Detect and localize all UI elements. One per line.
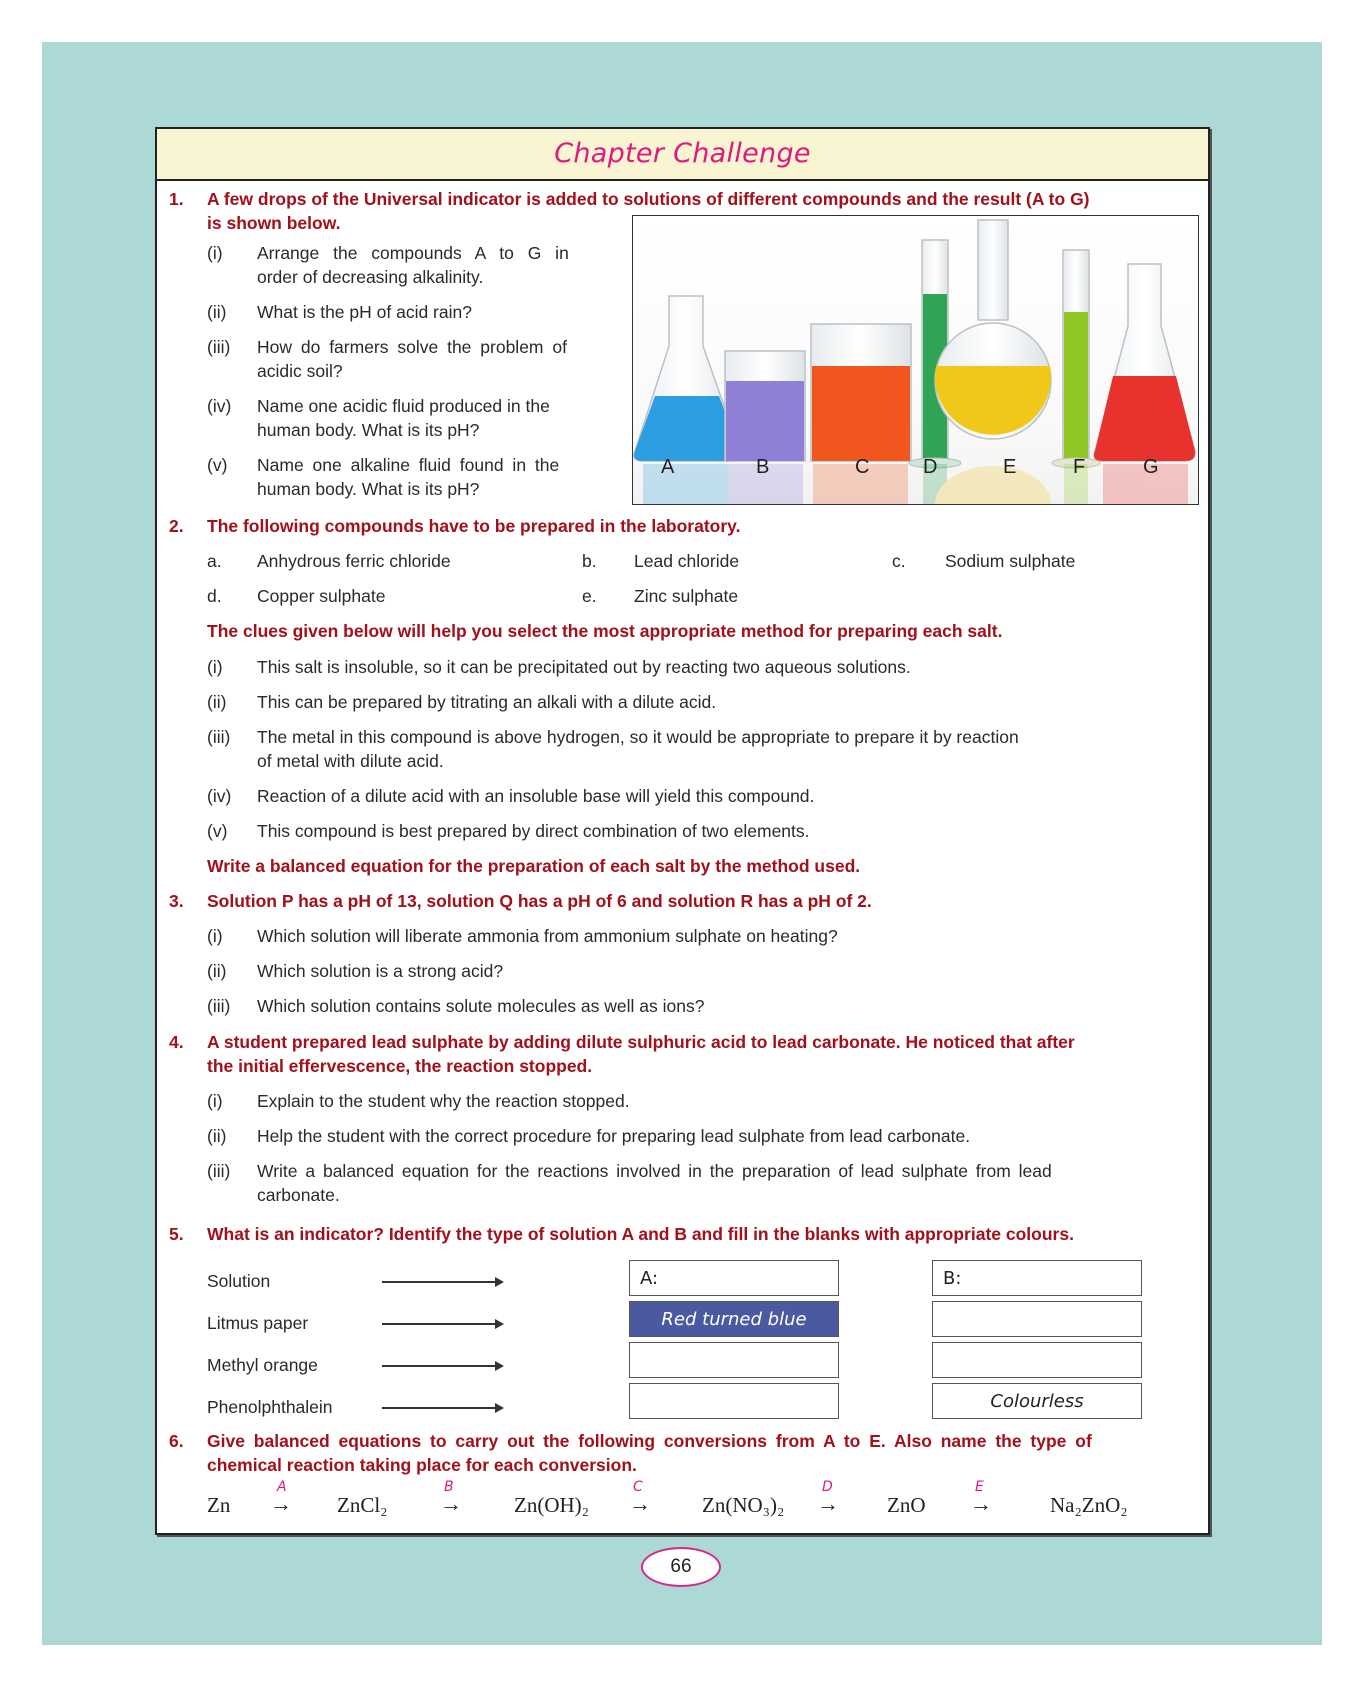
clue-line: The metal in this compound is above hydrogen, so it would be appropriate to prepare it by reaction [257,727,1019,747]
sub-label: (iii) [207,337,231,357]
glassware-figure [632,215,1199,505]
flask-e [935,220,1051,439]
species-zn-no3-2: Zn(NO₃)₂ [702,1493,785,1517]
clue-label: (ii) [207,692,227,712]
question-text [207,1030,1196,1078]
reflections [643,464,1188,504]
cell-b-litmus[interactable] [932,1301,1142,1337]
compound-name: Lead chloride [634,551,740,571]
subquestion [157,241,587,289]
row-label-phenolphthalein: Phenolphthalein [207,1397,333,1417]
sub-text: Which solution will liberate ammonia from ammonium sulphate on heating? [257,926,838,946]
sub-line: acidic soil? [257,361,343,381]
clue-intro: The clues given below will help you select the most appropriate method for preparing each salt. [207,621,1003,641]
question-number: 3. [169,891,184,911]
question-2-closing: Write a balanced equation for the preparation of each salt by the method used. [207,856,861,876]
arrow-icon [382,1323,502,1325]
sub-text [257,1159,1196,1207]
compound-label: c. [892,551,906,571]
q4-subquestions [157,1089,1208,1209]
sub-text: What is the pH of acid rain? [257,302,472,322]
cell-a-phenolphthalein[interactable] [629,1383,839,1419]
sub-line: Name one acidic fluid produced in the [257,396,550,416]
question-number: 2. [169,516,184,536]
row-label-solution: Solution [207,1271,271,1291]
clue-label: (iv) [207,786,232,806]
cell-b-solution[interactable]: B: [932,1260,1142,1296]
q3-subquestions [157,924,1208,1034]
species-na2zno2: Na₂ZnO₂ [1050,1493,1128,1517]
clue-label: (i) [207,657,223,677]
chapter-challenge-box [155,127,1210,1535]
sub-line: order of decreasing alkalinity. [257,267,484,287]
liquid-b [726,381,804,461]
sub-label: (iii) [207,1161,231,1181]
question-number: 4. [169,1032,184,1052]
question-text: Solution P has a pH of 13, solution Q has a pH of 6 and solution R has a pH of 2. [207,891,872,911]
clue-list [157,655,1208,855]
sub-line: Write a balanced equation for the reactions involved in the preparation of lead sulphate from lead [257,1161,1052,1181]
arrow-icon [382,1365,502,1367]
question-text-line: the initial effervescence, the reaction stopped. [207,1056,593,1076]
clue-label: (v) [207,821,228,841]
figure-label-g: G [1143,456,1159,478]
clue-text: This salt is insoluble, so it can be precipitated out by reacting two aqueous solutions. [257,657,911,677]
sub-text [257,335,587,383]
figure-label-a: A [661,456,675,478]
sub-text: Explain to the student why the reaction stopped. [257,1091,630,1111]
sub-text [257,453,587,501]
sub-label: (i) [207,1091,223,1111]
figure-label-e: E [1003,456,1017,478]
step-label-d: D [822,1479,833,1495]
arrow-icon: → [440,1491,462,1516]
figure-label-b: B [756,456,770,478]
arrow-icon: → [629,1491,651,1516]
sub-line: Name one alkaline fluid found in the [257,455,560,475]
sub-line: Arrange the compounds A to G in [257,243,569,263]
figure-label-d: D [923,456,938,478]
question-text: The following compounds have to be prepared in the laboratory. [207,516,741,536]
sub-text [257,241,587,289]
sub-text [257,394,587,442]
sub-label: (iii) [207,996,231,1016]
step-label-c: C [633,1479,643,1495]
page-number: 66 [641,1547,721,1587]
sub-label: (iv) [207,396,232,416]
compound-name: Copper sulphate [257,586,386,606]
beaker-c [811,324,911,461]
question-text-line: is shown below. [207,213,341,233]
cell-a-methyl-orange[interactable] [629,1342,839,1378]
arrow-icon: → [270,1491,292,1516]
question-text [207,1429,1196,1477]
flask-g [1094,264,1195,461]
compound-name: Sodium sulphate [945,551,1076,571]
arrow-icon [382,1407,502,1409]
clue-line: of metal with dilute acid. [257,751,444,771]
arrow-icon [382,1281,502,1283]
compound-label: d. [207,586,222,606]
liquid-e [935,366,1051,435]
sub-label: (ii) [207,961,227,981]
row-label-methyl-orange: Methyl orange [207,1355,318,1375]
figure-label-f: F [1073,456,1086,478]
question-text-line: A few drops of the Universal indicator is added to solutions of different compounds and the result (A to G) [207,189,1090,209]
flask-a [634,296,740,461]
species-zncl2: ZnCl₂ [337,1493,388,1517]
compound-name: Zinc sulphate [634,586,739,606]
sub-label: (v) [207,455,228,475]
clue-text: This compound is best prepared by direct combination of two elements. [257,821,810,841]
liquid-f [1064,312,1088,461]
species-zn: Zn [207,1493,231,1517]
conversion-chain [157,1479,1208,1529]
sub-label: (ii) [207,1126,227,1146]
compound-name: Anhydrous ferric chloride [257,551,451,571]
sub-text: Which solution contains solute molecules as well as ions? [257,996,705,1016]
cell-a-solution[interactable]: A: [629,1260,839,1296]
sub-text: Which solution is a strong acid? [257,961,504,981]
clue-label: (iii) [207,727,231,747]
sub-line: human body. What is its pH? [257,479,480,499]
indicator-table [157,1260,1208,1430]
liquid-g [1094,376,1195,461]
sub-label: (ii) [207,302,227,322]
compound-list [157,549,1208,609]
species-znoh2: Zn(OH)₂ [514,1493,589,1517]
arrow-icon: → [817,1491,839,1516]
compound-label: b. [582,551,597,571]
beaker-b [725,351,805,461]
sub-line: carbonate. [257,1185,340,1205]
arrow-icon: → [970,1491,992,1516]
figure-label-c: C [855,456,870,478]
q1-subquestions [157,241,587,501]
step-label-e: E [975,1479,984,1495]
step-label-b: B [444,1479,454,1495]
step-label-a: A [277,1479,287,1495]
cell-b-phenolphthalein[interactable]: Colourless [932,1383,1142,1419]
clue-text: This can be prepared by titrating an alkali with a dilute acid. [257,692,717,712]
compound-label: e. [582,586,597,606]
cell-b-methyl-orange[interactable] [932,1342,1142,1378]
question-text: What is an indicator? Identify the type of solution A and B and fill in the blanks with appropriate colours. [207,1224,1074,1244]
question-number: 6. [169,1431,184,1451]
question-text-line: chemical reaction taking place for each conversion. [207,1455,637,1475]
clue-text [257,725,1196,773]
sub-line: How do farmers solve the problem of [257,337,567,357]
question-text-line: A student prepared lead sulphate by adding dilute sulphuric acid to lead carbonate. He noticed that after [207,1032,1075,1052]
sub-line: human body. What is its pH? [257,420,480,440]
species-zno: ZnO [887,1493,926,1517]
compound-label: a. [207,551,222,571]
question-text-line: Give balanced equations to carry out the following conversions from A to E. Also name the type of [207,1431,1092,1451]
cylinder-f [1052,250,1100,468]
glassware-illustration [633,216,1198,504]
cell-a-litmus[interactable]: Red turned blue [629,1301,839,1337]
sub-text: Help the student with the correct procedure for preparing lead sulphate from lead carbonate. [257,1126,971,1146]
liquid-c [812,366,910,461]
clue-text: Reaction of a dilute acid with an insoluble base will yield this compound. [257,786,815,806]
sub-label: (i) [207,926,223,946]
question-number: 5. [169,1224,184,1244]
question-number: 1. [169,189,184,209]
sub-label: (i) [207,243,223,263]
page-title: Chapter Challenge [554,138,811,169]
header-band [157,129,1208,181]
row-label-litmus: Litmus paper [207,1313,309,1333]
